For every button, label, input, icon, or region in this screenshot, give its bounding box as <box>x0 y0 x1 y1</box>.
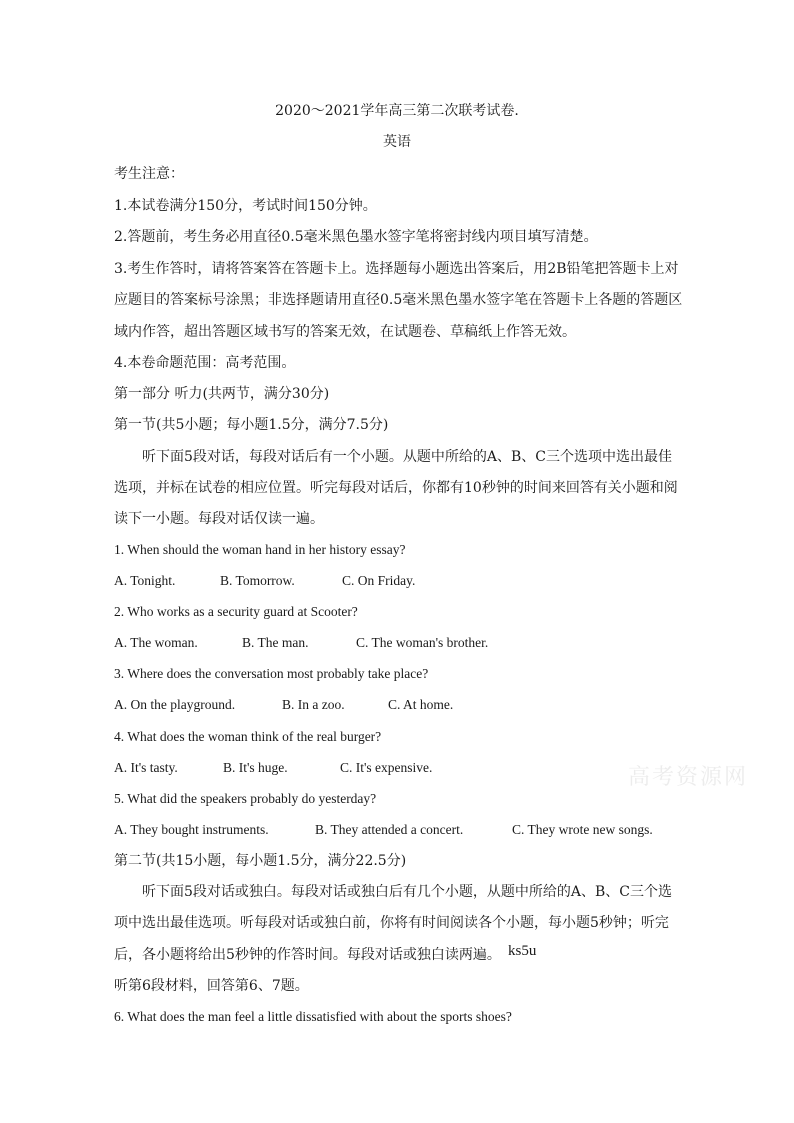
notice-item-2: 2.答题前，考生务必用直径0.5毫米黑色墨水签字笔将密封线内项目填写清楚。 <box>114 229 598 245</box>
question-1-option-b: B. Tomorrow. <box>220 573 295 588</box>
section1-instructions-line-2: 选项，并标在试卷的相应位置。听完每段对话后，你都有10秒钟的时间来回答有关小题和阅 <box>114 480 678 496</box>
question-5-option-b: B. They attended a concert. <box>315 822 464 837</box>
section1-instructions-line-3: 读下一小题。每段对话仅读一遍。 <box>114 511 324 527</box>
question-4-option-a: A. It's tasty. <box>114 760 178 775</box>
question-4: 4. What does the woman think of the real burger? <box>114 729 382 744</box>
watermark: 高考资源网 <box>628 765 749 790</box>
notice-item-4: 4.本卷命题范围：高考范围。 <box>114 355 296 371</box>
question-1: 1. When should the woman hand in her history essay? <box>114 542 406 557</box>
question-5: 5. What did the speakers probably do yesterday? <box>114 791 377 806</box>
section2-instructions-line-1: 听下面5段对话或独白。每段对话或独白后有几个小题，从题中所给的A、B、C三个选 <box>142 884 673 900</box>
part1-heading: 第一部分 听力(共两节，满分30分) <box>114 386 330 402</box>
question-4-option-c: C. It's expensive. <box>340 760 433 775</box>
exam-title: 2020～2021学年高三第二次联考试卷. <box>275 103 519 119</box>
question-2: 2. Who works as a security guard at Scooter? <box>114 604 358 619</box>
section2-instructions-line-3: 后，各小题将给出5秒钟的作答时间。每段对话或独白读两遍。 <box>114 947 501 963</box>
notice-heading: 考生注意： <box>114 166 184 182</box>
question-3-option-c: C. At home. <box>388 697 454 712</box>
question-5-option-a: A. They bought instruments. <box>114 822 269 837</box>
question-3-option-a: A. On the playground. <box>114 697 236 712</box>
section1-instructions-line-1: 听下面5段对话，每段对话后有一个小题。从题中所给的A、B、C三个选项中选出最佳 <box>142 449 673 465</box>
question-2-option-c: C. The woman's brother. <box>356 635 489 650</box>
notice-item-3-line-2: 应题目的答案标号涂黑；非选择题请用直径0.5毫米黑色墨水签字笔在答题卡上各题的答题区 <box>114 292 683 308</box>
question-6: 6. What does the man feel a little dissatisfied with about the sports shoes? <box>114 1009 512 1024</box>
question-1-option-c: C. On Friday. <box>342 573 416 588</box>
notice-item-3-line-3: 域内作答，超出答题区域书写的答案无效，在试题卷、草稿纸上作答无效。 <box>114 324 576 340</box>
question-2-option-a: A. The woman. <box>114 635 198 650</box>
notice-item-3-line-1: 3.考生作答时，请将答案答在答题卡上。选择题每小题选出答案后，用2B铅笔把答题卡上对 <box>114 261 679 277</box>
question-3-option-b: B. In a zoo. <box>282 697 345 712</box>
question-2-option-b: B. The man. <box>242 635 309 650</box>
material-6-heading: 听第6段材料，回答第6、7题。 <box>114 978 309 994</box>
section1-heading: 第一节(共5小题；每小题1.5分，满分7.5分) <box>114 417 389 433</box>
question-4-option-b: B. It's huge. <box>223 760 288 775</box>
question-3: 3. Where does the conversation most probably take place? <box>114 666 429 681</box>
source-mark: ks5u <box>508 943 537 959</box>
notice-item-1: 1.本试卷满分150分，考试时间150分钟。 <box>114 198 377 214</box>
section2-instructions-line-2: 项中选出最佳选项。听每段对话或独白前，你将有时间阅读各个小题，每小题5秒钟；听完 <box>114 915 669 931</box>
question-1-option-a: A. Tonight. <box>114 573 176 588</box>
subject-title: 英语 <box>383 134 411 150</box>
section2-heading: 第二节(共15小题，每小题1.5分，满分22.5分) <box>114 853 407 869</box>
question-5-option-c: C. They wrote new songs. <box>512 822 653 837</box>
